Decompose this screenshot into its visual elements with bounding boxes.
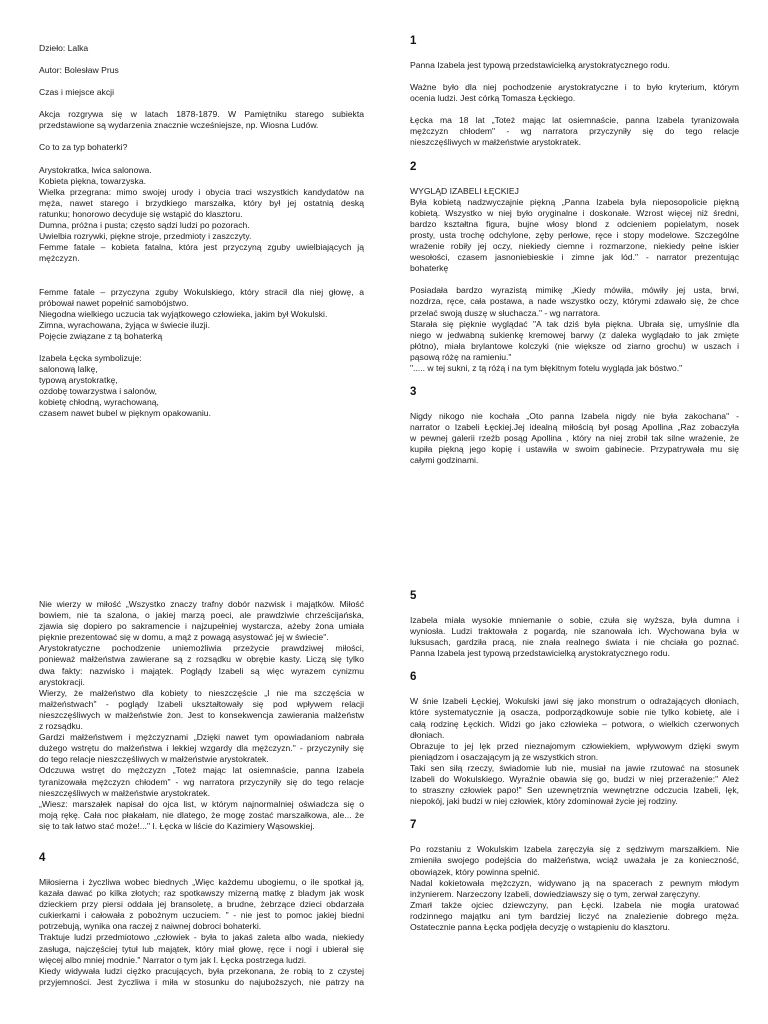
text-line: całą rodzinę Łęckich. Widzi go jako człowieka – potwora, o wielkich czerwonych — [410, 718, 739, 729]
text-line: Niegodna wielkiego uczucia tak wyjątkowego człowieka, jakim był Wokulski. — [39, 308, 328, 319]
text-line: Po rozstaniu z Wokulskim Izabela zaręczyła się z sędziwym marszałkiem. Nie — [410, 844, 739, 855]
text-line: kobietę chłodną, wyrachowaną, — [39, 397, 159, 408]
text-line: Miłosierna i życzliwa wobec biednych „Więc każdemu ubogiemu, o ile spotkał ją, — [39, 876, 364, 887]
text-line: więcej albo mniej modnie." Narrator o tym jak I. Łęcka postrzega ludzi. — [39, 954, 307, 965]
text-line: się to tak łatwo stać może!..." I. Łęcka w liście do Kazimiery Wąsowskiej. — [39, 820, 315, 831]
paragraph — [410, 115, 739, 148]
text-line: z rozsądku. — [39, 721, 83, 732]
text-line: Femme fatale – przyczyna zguby Wokulskiego, który stracił dla niej głowę, a — [39, 286, 364, 297]
paragraph — [410, 615, 739, 659]
text-line: prosty, usta trochę odchylone, zęby perłowe, ręce i stopy modelowe. Szczególne — [410, 229, 739, 240]
text-line: narrator o Izabeli Łęckiej.Jej idealną miłością był posąg Apollina „Raz zobaczyła — [410, 422, 739, 433]
section — [410, 670, 739, 807]
text-line: bowiem, nie ta szalona, o jakiej marzą poeci, ale prawdziwie chrześcijańska, — [39, 610, 364, 621]
text-line: W śnie Izabeli Łęckiej, Wokulski jawi się jako monstrum o odrażających dłoniach, — [410, 696, 739, 707]
text-line: Panna Izabela jest typową przedstawicielką arystokratycznego rodu. — [410, 648, 670, 659]
paragraph — [410, 82, 739, 104]
text-line: zmieniła swojego podejścia do małżeństwa, wciąż uważała je za konieczność, — [410, 855, 739, 866]
text-line: Gardzi małżeństwem i mężczyznami „Dzięki nawet tym opowiadaniom nabrała — [39, 732, 364, 743]
text-line: arystokracji. — [39, 676, 85, 687]
text-line: Izabeli do Wokulskiego. Wyraźnie obawia się go, budzi w niej przerażenie:" Ależ — [410, 774, 739, 785]
text-line: dwa fakty: nazwisko i majątek. Poglądy Izabeli są więc wyrazem cynizmu — [39, 665, 364, 676]
paragraph — [39, 109, 364, 131]
text-line: próbował nawet popełnić samobójstwo. — [39, 297, 189, 308]
page-quadrant-top-right — [410, 34, 739, 534]
text-line: ocenia ludzi. Jest córką Tomasza Łęckiego. — [410, 93, 576, 104]
text-line: Ostatecznie panna Łęcka podjęła decyzję o wstąpieniu do klasztoru. — [410, 921, 670, 932]
text-line: nozdrza, ręce, cała postawa, a nade wszystko oczy, którymi zdawało się, że chce — [410, 296, 739, 307]
text-line: dzieckiem przy piersi oddała jej bransoletę, a brudne, żebrzące dzieci obdarzała — [39, 899, 364, 910]
text-line: męża, nawet starego i brzydkiego marszałka, który był jej ostatnią deską — [39, 197, 364, 208]
text-line: Nie wierzy w miłość „Wszystko znaczy trafny dobór nazwisk i majątków. Miłość — [39, 599, 364, 609]
text-line: dużego wstrętu do małżeństwa i lekkiej wzgardy dla mężczyzn." - przyczyniły się — [39, 743, 364, 754]
section — [410, 589, 739, 659]
paragraph — [410, 696, 739, 807]
text-line — [39, 275, 364, 286]
text-line: kupiła piękną jego kopię i ustawiła w swoim gabinecie. Przypatrywała mu się — [410, 444, 739, 455]
text-line: przelać swoją duszę w słuchacza." - wg narratora. — [410, 307, 601, 318]
text-line: potrzebują, wynika ona raczej z naiwnej dobroci bohaterki. — [39, 921, 262, 932]
text-line: nieszczęśliwych w małżeństwie żon. Jest to konsekwencja zawierania małżeństw — [39, 709, 364, 720]
text-line: to straszny człowiek papo!" Sen uzewnętrznia wewnętrzne odczucia Izabeli, lęk, — [410, 785, 739, 796]
paragraph — [39, 65, 364, 76]
text-line: nieszczęśliwych w małżeństwie arystokratek. — [39, 787, 210, 798]
paragraph — [39, 43, 364, 54]
text-line: niepokój, jaki budzi w niej człowiek, który zdominował życie jej rodziny. — [410, 796, 678, 807]
text-line: Była kobietą nadzwyczajnie piękną „Panna Izabela była nieposopolicie piękną — [410, 196, 739, 207]
paragraph — [39, 353, 364, 420]
section — [410, 818, 739, 933]
text-line: w pewnej galerii rzeźb posąg Apollina , który na niej zrobił tak silne wrażenie, że — [410, 433, 739, 444]
section — [410, 34, 739, 149]
text-line: Obrazuje to jej lęk przed nieznajomym człowiekiem, wpływowym dzięki swym — [410, 740, 739, 751]
text-line: WYGLĄD IZABELI ŁĘCKIEJ — [410, 185, 519, 196]
text-line: Dumna, próżna i pusta; często sądzi ludzi po pozorach. — [39, 220, 250, 231]
text-line: nieszczęśliwych w małżeństwie arystokratek. — [410, 137, 581, 148]
text-line: ozdobę towarzystwa i salonów, — [39, 386, 157, 397]
section-number: 7 — [410, 819, 417, 832]
paragraph — [39, 87, 364, 98]
section-number: 5 — [410, 590, 417, 602]
text-line: które systematycznie ją osacza, podporządkowuje sobie nie tylko kobietę, ale i — [410, 707, 739, 718]
text-line: Arystokratka, lwica salonowa. — [39, 164, 152, 175]
paragraph — [39, 142, 364, 153]
text-line: Zmarł także ojciec dziewczyny, pan Łęcki. Izabela nie mogła uratować — [410, 899, 739, 910]
text-line: obowiązek, który powinna spełnić. — [410, 866, 540, 877]
section — [39, 851, 364, 988]
section — [410, 385, 739, 466]
text-line: Dzieło: Lalka — [39, 43, 89, 53]
section — [410, 160, 739, 375]
text-line: rodzinnego majątku ani tym bardziej liczyć na znalezienie dobrego męża. — [410, 910, 739, 921]
text-line: Wierzy, że małżeństwo dla kobiety to nieszczęście „I nie ma szczęścia w — [39, 687, 364, 698]
section-number: 6 — [410, 671, 417, 684]
section-number: 2 — [410, 160, 417, 173]
text-line: Pojęcie związane z tą bohaterką — [39, 330, 163, 341]
text-line: płótno), miała brylantowe kolczyki (nie większe od ziarno grochu) w uszach i — [410, 340, 739, 351]
paragraph — [39, 165, 364, 265]
text-line: Arystokratyczne pochodzenie uniemożliwia przeżycie prawdziwej miłości, — [39, 643, 364, 654]
text-line: tyranizowała mężczyzn chłodem" - wg narratora przyczyniły się do tego relacje — [39, 776, 364, 787]
text-line: mężczyzn chłodem" - wg narratora przyczyniły się do tego relacje — [410, 126, 739, 137]
text-line: moją rękę. Cała noc płakałam, nie dlatego, że mogę zostać marszałkowa, ale... że — [39, 809, 364, 820]
text-line: całymi godzinami. — [410, 455, 479, 466]
text-line: kazała dawać po kilka złotych; raz spotkawszy mizerną matkę z bladym jak wosk — [39, 888, 364, 899]
spacer — [39, 843, 364, 851]
text-line: Odczuwa wstręt do mężczyzn „Toteż mając lat osiemnaście, panna Izabela — [39, 765, 364, 776]
text-line: Czas i miejsce akcji — [39, 87, 114, 98]
text-line: Kobieta piękna, towarzyska. — [39, 175, 147, 186]
paragraph — [39, 877, 364, 988]
text-line: bohaterkę — [410, 263, 449, 274]
paragraph — [410, 411, 739, 466]
text-line: ponieważ małżeństwa zawierane są z rozsądku w obrębie kasty. Liczą się tylko — [39, 654, 364, 665]
paragraph — [410, 60, 739, 71]
text-line: Izabela miała wysokie mniemanie o sobie, czuła się wyższa, była dumna i — [410, 615, 739, 625]
text-line: pieniądzom i osaczającym ją ze wszystkich stron. — [410, 751, 599, 762]
text-line: Izabela Łęcka symbolizuje: — [39, 352, 142, 363]
text-line: "..... w tej sukni, z tą różą i na tym błękitnym fotelu wygląda jak bóstwo." — [410, 362, 683, 373]
text-line: Ważne było dla niej pochodzenie arystokratyczne i to było kryterium, którym — [410, 82, 739, 93]
text-line: „Wiesz: marszałek napisał do ojca list, w którym najnormalniej oświadcza się o — [39, 798, 364, 809]
text-line: Posiadała bardzo wyrazistą mimikę „Kiedy mówiła, mówiły jej usta, brwi, — [410, 285, 739, 296]
text-line: Akcja rozgrywa się w latach 1878-1879. W Pamiętniku starego subiekta — [39, 109, 364, 120]
text-line: Nadal kokietowała mężczyzn, widywano ją na spacerach z pewnym młodym — [410, 877, 739, 888]
text-line: małżeństwach" - poglądy Izabeli ukształtowały się pod wpływem relacji — [39, 698, 364, 709]
paragraph — [410, 285, 739, 374]
text-line: wrażenie robiły jej oczy, niekiedy ciemne i rozmarzone, niekiedy pełne iskier — [410, 241, 739, 252]
text-line: Starała się pięknie wyglądać "A tak dziś była piękna. Ubrała się, umyślnie dla — [410, 318, 739, 329]
text-line: Wielka przegrana: mimo swojej urody i obycia traci wszystkich kandydatów na — [39, 186, 364, 197]
text-line: Łęcka ma 18 lat „Toteż mając lat osiemnaście, panna Izabela tyranizowała — [410, 115, 739, 126]
text-line: salonową lalkę, — [39, 364, 98, 375]
text-line: wyniosła. Ludzi traktowała z pogardą, nie szanowała ich. Wychowana była w — [410, 626, 739, 637]
text-line: typową arystokratkę, — [39, 375, 118, 386]
text-line: Femme fatale – kobieta fatalna, która jest przyczyną zguby uwielbiających ją — [39, 242, 364, 253]
text-line: do tego relacje nieszczęśliwych w małżeństwie arystokratek. — [39, 754, 269, 765]
text-line: zasługa, najczęściej tytuł lub majątek, który miał głowę, ręce i nogi i ubierał się — [39, 943, 364, 954]
text-line: mężczyzn. — [39, 253, 80, 264]
text-line: cukierkami i całowała z pobożnym uczuciem. " - nie jest to pomoc jakiej biedni — [39, 910, 364, 921]
page-quadrant-top-left — [39, 43, 364, 543]
text-line: Taki sen siłą rzeczy, świadomie lub nie, musiał na jawie rzutować na stosunek — [410, 762, 739, 773]
text-line: Kiedy widywała ludzi ciężko pracujących, była przekonana, że robią to z czystej — [39, 965, 364, 976]
text-line: pięknie prezentować się w domu, a mąż z powagą asystować jej w świecie". — [39, 632, 329, 643]
text-line: dłoniach. — [410, 729, 445, 740]
text-line: Nigdy nikogo nie kochała „Oto panna Izabela nigdy nie była zakochana" - — [410, 411, 739, 422]
page-quadrant-bottom-left — [39, 599, 364, 1024]
text-line: inżynierem. Narzeczony Izabeli, dowiedziawszy się o tym, zerwał zaręczyny. — [410, 888, 701, 899]
text-line: Co to za typ bohaterki? — [39, 142, 128, 153]
text-line: kobietą. Wszystko w niej było oryginalne i doskonałe. Wzrost więcej niż średni, — [410, 207, 739, 218]
section-number: 4 — [39, 851, 46, 864]
text-line: pąsową różę na ramieniu." — [410, 351, 512, 362]
text-line: wesołości, czasem jasnoniebieskie i zimne jak lód." - narrator prezentując — [410, 252, 739, 263]
text-line: zjawia się dopiero po sakramencie i najzupełniej wystarcza, ażeby żona umiała — [39, 621, 364, 632]
paragraph — [39, 275, 364, 342]
text-line: przyjemności. Jest życzliwa i miła w stosunku do najuboższych, nie patrzy na — [39, 976, 364, 987]
text-line: luksusach, gardziła pracą, nie znała realnego świata i nie chciała go poznać. — [410, 637, 739, 648]
text-line: bardzo kształtna figura, bujne włosy blond z odcieniem popielatym, nosek — [410, 218, 739, 229]
text-line: Traktuje ludzi przedmiotowo „człowiek - była to jakaś zaleta albo wada, niekiedy — [39, 932, 364, 943]
paragraph — [410, 186, 739, 275]
text-line: czasem nawet bubel w pięknym opakowaniu. — [39, 408, 211, 419]
section-number: 3 — [410, 386, 417, 399]
text-line: Autor: Bolesław Prus — [39, 65, 119, 76]
page-quadrant-bottom-right — [410, 589, 739, 1024]
text-line: Uwielbia rozrywki, piękne stroje, przedmioty i zaszczyty. — [39, 231, 252, 242]
text-line: niego w jedwabną sukienkę kremowej barwy (z daleka wyglądało to jak zmięte — [410, 329, 739, 340]
text-line: ratunku; honorowo decyduje się wstąpić do klasztoru. — [39, 208, 243, 219]
text-line: Panna Izabela jest typową przedstawicielką arystokratycznego rodu. — [410, 60, 670, 70]
section-number: 1 — [410, 35, 417, 47]
paragraph — [410, 844, 739, 933]
paragraph — [39, 599, 364, 832]
text-line: przedstawione są wydarzenia znacznie wcześniejsze, np. Wiosna Ludów. — [39, 120, 319, 131]
text-line: Zimna, wyrachowana, żyjąca w świecie iluzji. — [39, 319, 210, 330]
